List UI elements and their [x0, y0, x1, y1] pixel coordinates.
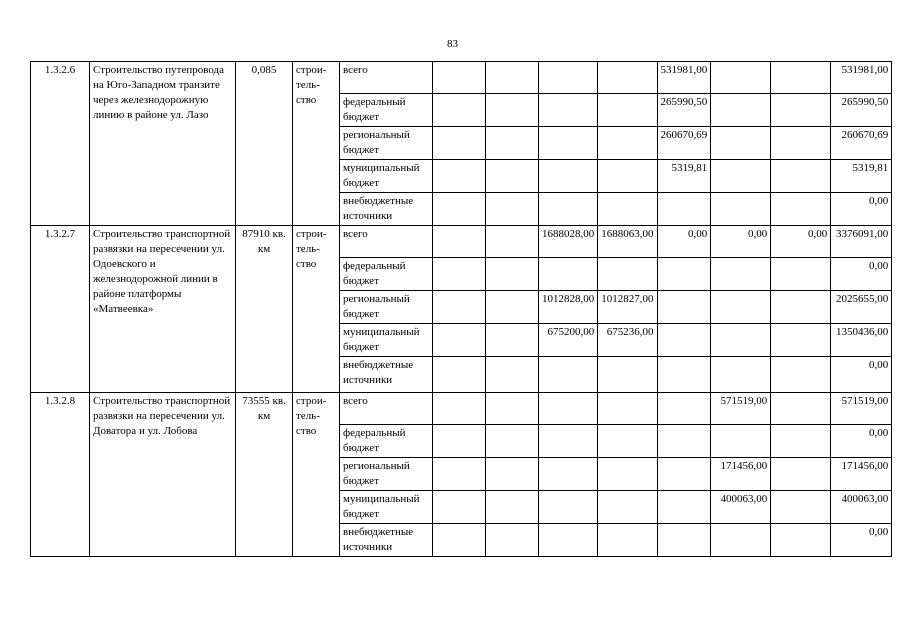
cell-value [657, 193, 711, 226]
cell-value [539, 94, 598, 127]
funding-source: федеральный бюджет [340, 94, 433, 127]
funding-source: внебюджетные источники [340, 524, 433, 557]
funding-source: муниципальный бюджет [340, 324, 433, 357]
cell-value [711, 193, 771, 226]
cell-value [771, 127, 831, 160]
cell-value [711, 425, 771, 458]
cell-value [711, 524, 771, 557]
cell-value [657, 524, 711, 557]
total-value: 0,00 [831, 524, 892, 557]
cell-value: 1012828,00 [539, 291, 598, 324]
project-capacity: 0,085 [236, 62, 293, 226]
total-value: 0,00 [831, 425, 892, 458]
cell-value [771, 491, 831, 524]
cell-value [771, 458, 831, 491]
project-type: строи-тель-ство [293, 62, 340, 226]
funding-source: муниципальный бюджет [340, 491, 433, 524]
table-row [31, 62, 892, 94]
cell-value [598, 127, 657, 160]
cell-value [711, 127, 771, 160]
cell-value [598, 425, 657, 458]
cell-value [433, 226, 486, 258]
funding-source: региональный бюджет [340, 458, 433, 491]
total-value: 260670,69 [831, 127, 892, 160]
cell-value [657, 393, 711, 425]
cell-value [433, 324, 486, 357]
project-name: Строительство транспортной развязки на пересечении ул. Одоевского и железнодорожной линии в районе платформы «Матвеевка» [90, 226, 236, 393]
project-name: Строительство путепровода на Юго-Западном транзите через железнодорожную линию в районе ул. Лазо [90, 62, 236, 226]
cell-value [486, 491, 539, 524]
cell-value [598, 458, 657, 491]
cell-value: 265990,50 [657, 94, 711, 127]
cell-value: 400063,00 [711, 491, 771, 524]
project-number: 1.3.2.8 [31, 393, 90, 557]
cell-value [657, 291, 711, 324]
cell-value: 171456,00 [711, 458, 771, 491]
cell-value [433, 160, 486, 193]
total-value: 0,00 [831, 193, 892, 226]
cell-value [486, 127, 539, 160]
cell-value [486, 425, 539, 458]
cell-value [598, 524, 657, 557]
cell-value [539, 127, 598, 160]
total-value: 1350436,00 [831, 324, 892, 357]
cell-value [711, 258, 771, 291]
cell-value [433, 491, 486, 524]
page-number: 83 [447, 38, 458, 50]
cell-value [598, 258, 657, 291]
cell-value [657, 357, 711, 393]
cell-value [711, 160, 771, 193]
cell-value [657, 491, 711, 524]
cell-value [598, 62, 657, 94]
cell-value [486, 226, 539, 258]
cell-value [486, 62, 539, 94]
cell-value [486, 160, 539, 193]
cell-value [771, 291, 831, 324]
cell-value: 1012827,00 [598, 291, 657, 324]
cell-value: 0,00 [711, 226, 771, 258]
cell-value [771, 324, 831, 357]
cell-value [433, 425, 486, 458]
cell-value [433, 458, 486, 491]
cell-value [486, 458, 539, 491]
table-row [31, 226, 892, 258]
cell-value [711, 324, 771, 357]
funding-source: всего [340, 226, 433, 258]
total-value: 400063,00 [831, 491, 892, 524]
cell-value: 260670,69 [657, 127, 711, 160]
total-value: 571519,00 [831, 393, 892, 425]
cell-value [539, 425, 598, 458]
cell-value [598, 357, 657, 393]
cell-value [486, 193, 539, 226]
cell-value [771, 524, 831, 557]
cell-value [433, 357, 486, 393]
cell-value [486, 524, 539, 557]
cell-value [539, 357, 598, 393]
cell-value: 1688063,00 [598, 226, 657, 258]
project-number: 1.3.2.7 [31, 226, 90, 393]
cell-value [486, 357, 539, 393]
cell-value [771, 357, 831, 393]
project-capacity: 73555 кв. км [236, 393, 293, 557]
cell-value [539, 393, 598, 425]
table-row [31, 393, 892, 425]
project-type: строи-тель-ство [293, 393, 340, 557]
cell-value: 571519,00 [711, 393, 771, 425]
total-value: 2025655,00 [831, 291, 892, 324]
cell-value: 1688028,00 [539, 226, 598, 258]
funding-source: всего [340, 393, 433, 425]
project-type: строи-тель-ство [293, 226, 340, 393]
cell-value: 5319,81 [657, 160, 711, 193]
total-value: 0,00 [831, 357, 892, 393]
cell-value [486, 94, 539, 127]
project-capacity: 87910 кв. км [236, 226, 293, 393]
project-name: Строительство транспортной развязки на пересечении ул. Доватора и ул. Лобова [90, 393, 236, 557]
cell-value [433, 193, 486, 226]
funding-source: внебюджетные источники [340, 193, 433, 226]
cell-value [598, 393, 657, 425]
funding-source: федеральный бюджет [340, 258, 433, 291]
funding-source: муниципальный бюджет [340, 160, 433, 193]
cell-value [486, 291, 539, 324]
funding-source: региональный бюджет [340, 127, 433, 160]
cell-value [486, 258, 539, 291]
cell-value [433, 94, 486, 127]
cell-value [433, 524, 486, 557]
cell-value [539, 193, 598, 226]
cell-value [486, 324, 539, 357]
cell-value [657, 425, 711, 458]
cell-value [771, 425, 831, 458]
cell-value [433, 127, 486, 160]
cell-value: 675236,00 [598, 324, 657, 357]
cell-value: 0,00 [771, 226, 831, 258]
cell-value [539, 62, 598, 94]
cell-value [771, 62, 831, 94]
funding-source: внебюджетные источники [340, 357, 433, 393]
total-value: 5319,81 [831, 160, 892, 193]
cell-value [657, 258, 711, 291]
cell-value [598, 193, 657, 226]
cell-value [771, 393, 831, 425]
cell-value [711, 62, 771, 94]
cell-value [433, 62, 486, 94]
cell-value [539, 458, 598, 491]
funding-table [30, 61, 892, 557]
cell-value [771, 160, 831, 193]
funding-source: всего [340, 62, 433, 94]
cell-value [433, 393, 486, 425]
cell-value [771, 94, 831, 127]
cell-value [539, 491, 598, 524]
funding-source: федеральный бюджет [340, 425, 433, 458]
cell-value [711, 291, 771, 324]
cell-value [539, 258, 598, 291]
cell-value [433, 291, 486, 324]
total-value: 265990,50 [831, 94, 892, 127]
cell-value [771, 258, 831, 291]
total-value: 0,00 [831, 258, 892, 291]
cell-value [539, 160, 598, 193]
cell-value [711, 357, 771, 393]
cell-value [598, 160, 657, 193]
cell-value: 0,00 [657, 226, 711, 258]
cell-value: 531981,00 [657, 62, 711, 94]
cell-value [771, 193, 831, 226]
cell-value [486, 393, 539, 425]
cell-value [711, 94, 771, 127]
project-number: 1.3.2.6 [31, 62, 90, 226]
funding-source: региональный бюджет [340, 291, 433, 324]
cell-value [657, 458, 711, 491]
total-value: 171456,00 [831, 458, 892, 491]
cell-value: 675200,00 [539, 324, 598, 357]
total-value: 3376091,00 [831, 226, 892, 258]
cell-value [539, 524, 598, 557]
cell-value [598, 491, 657, 524]
cell-value [598, 94, 657, 127]
cell-value [433, 258, 486, 291]
total-value: 531981,00 [831, 62, 892, 94]
cell-value [657, 324, 711, 357]
